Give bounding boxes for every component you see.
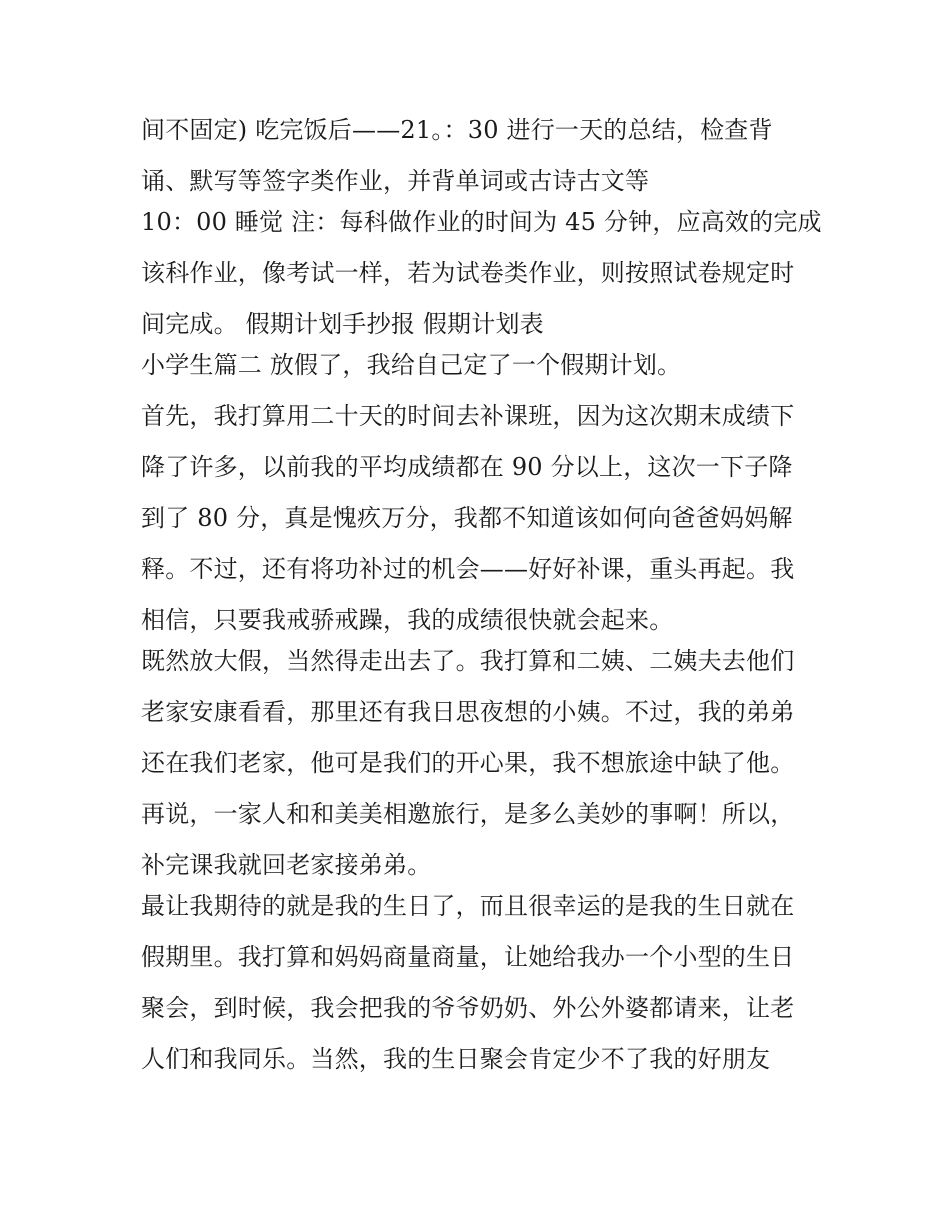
- text-line: 间完成。 假期计划手抄报 假期计划表: [141, 310, 544, 338]
- text-line: 还在我们老家，他可是我们的开心果，我不想旅途中缺了他。: [141, 749, 795, 777]
- text-line: 该科作业，像考试一样，若为试卷类作业，则按照试卷规定时: [141, 259, 795, 287]
- text-line: 相信，只要我戒骄戒躁，我的成绩很快就会起来。: [141, 606, 674, 634]
- text-line: 释。不过，还有将功补过的机会——好好补课，重头再起。我: [141, 555, 795, 583]
- text-line: 既然放大假，当然得走出去了。我打算和二姨、二姨夫去他们: [141, 647, 795, 675]
- text-line: 首先，我打算用二十天的时间去补课班，因为这次期末成绩下: [141, 402, 795, 430]
- text-line: 老家安康看看，那里还有我日思夜想的小姨。不过，我的弟弟: [141, 698, 795, 726]
- text-line: 小学生篇二 放假了，我给自己定了一个假期计划。: [141, 351, 682, 379]
- text-line: 10：00 睡觉 注：每科做作业的时间为 45 分钟，应高效的完成: [141, 208, 822, 236]
- text-line: 诵、默写等签字类作业，并背单词或古诗古文等: [141, 167, 650, 195]
- text-line: 间不固定) 吃完饭后——21。：30 进行一天的总结，检查背: [141, 116, 773, 144]
- text-line: 到了 80 分，真是愧疚万分，我都不知道该如何向爸爸妈妈解: [141, 504, 793, 532]
- body-text: [141, 108, 831, 1088]
- text-line: 再说，一家人和和美美相邀旅行，是多么美妙的事啊！所以，: [141, 800, 795, 828]
- text-line: 假期里。我打算和妈妈商量商量，让她给我办一个小型的生日: [141, 943, 795, 971]
- text-line: 补完课我就回老家接弟弟。: [141, 851, 432, 879]
- text-line: 降了许多，以前我的平均成绩都在 90 分以上，这次一下子降: [141, 453, 793, 481]
- text-line: 人们和我同乐。当然，我的生日聚会肯定少不了我的好朋友: [141, 1045, 771, 1073]
- text-line: 最让我期待的就是我的生日了，而且很幸运的是我的生日就在: [141, 892, 795, 920]
- text-line: 聚会，到时候，我会把我的爷爷奶奶、外公外婆都请来，让老: [141, 994, 795, 1022]
